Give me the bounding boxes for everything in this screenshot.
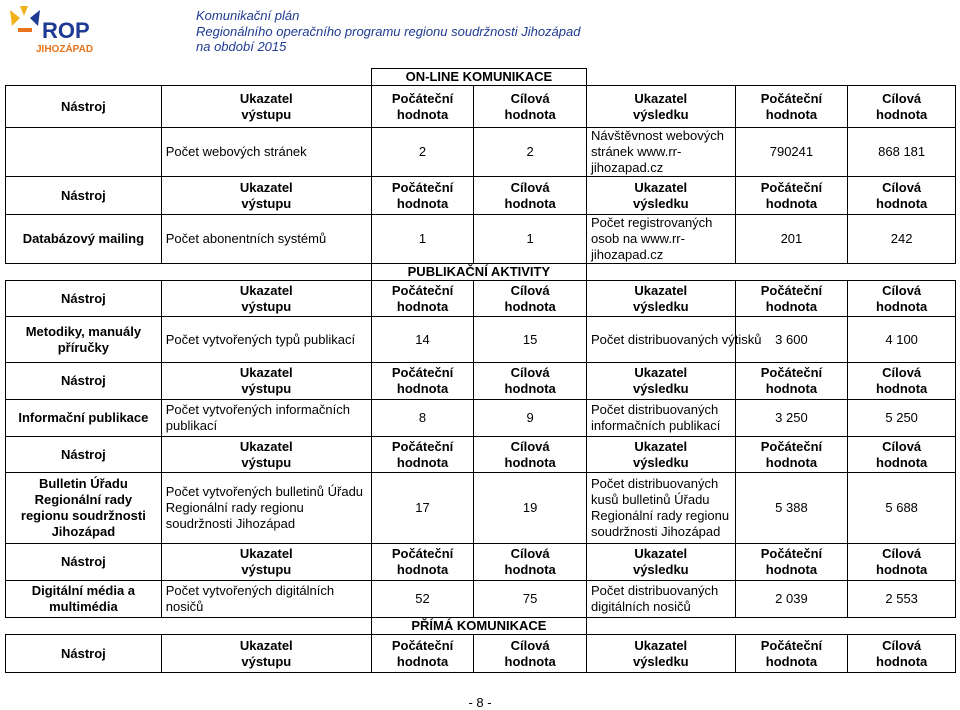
header-ukazatel-vystupu: Ukazatel výstupu	[161, 437, 371, 473]
header-pocatecni-hodnota: Počáteční hodnota	[735, 177, 848, 215]
output-target-value: 15	[474, 317, 587, 363]
result-indicator: Počet distribuovaných kusů bulletinů Úřadu Regionální rady regionu soudržnosti Jihozápad	[587, 473, 736, 544]
header-ukazatel-vystupu: Ukazatel výstupu	[161, 635, 371, 673]
header-pocatecni-hodnota: Počáteční hodnota	[371, 635, 473, 673]
header-cilova-hodnota: Cílová hodnota	[848, 363, 956, 400]
result-start-value: 790241	[735, 128, 848, 177]
result-target-value: 868 181	[848, 128, 956, 177]
header-nastroj: Nástroj	[6, 363, 162, 400]
page-number: - 8 -	[468, 695, 492, 710]
header-pocatecni-hodnota: Počáteční hodnota	[735, 363, 848, 400]
table-header-row	[6, 281, 956, 317]
header-ukazatel-vysledku: Ukazatel výsledku	[587, 363, 736, 400]
output-start-value: 17	[371, 473, 473, 544]
output-target-value: 75	[474, 581, 587, 618]
output-indicator: Počet vytvořených bulletinů Úřadu Regionální rady regionu soudržnosti Jihozápad	[161, 473, 371, 544]
table-row	[6, 215, 956, 264]
header-ukazatel-vystupu: Ukazatel výstupu	[161, 544, 371, 581]
header-cilova-hodnota: Cílová hodnota	[848, 437, 956, 473]
output-target-value: 1	[474, 215, 587, 264]
header-cilova-hodnota: Cílová hodnota	[848, 544, 956, 581]
result-start-value: 201	[735, 215, 848, 264]
header-ukazatel-vysledku: Ukazatel výsledku	[587, 635, 736, 673]
result-start-value: 2 039	[735, 581, 848, 618]
result-indicator: Počet distribuovaných informačních publikací	[587, 400, 736, 437]
output-indicator: Počet vytvořených informačních publikací	[161, 400, 371, 437]
result-start-value: 3 250	[735, 400, 848, 437]
header-pocatecni-hodnota: Počáteční hodnota	[735, 544, 848, 581]
header-nastroj: Nástroj	[6, 437, 162, 473]
header-nastroj: Nástroj	[6, 635, 162, 673]
header-cilova-hodnota: Cílová hodnota	[474, 363, 587, 400]
header-ukazatel-vysledku: Ukazatel výsledku	[587, 437, 736, 473]
header-ukazatel-vystupu: Ukazatel výstupu	[161, 177, 371, 215]
table-header-row	[6, 544, 956, 581]
header-pocatecni-hodnota: Počáteční hodnota	[371, 363, 473, 400]
result-target-value: 4 100	[848, 317, 956, 363]
result-target-value: 5 688	[848, 473, 956, 544]
table-header-row	[6, 177, 956, 215]
result-indicator: Počet distribuovaných digitálních nosičů	[587, 581, 736, 618]
header-ukazatel-vysledku: Ukazatel výsledku	[587, 281, 736, 317]
table-row	[6, 400, 956, 437]
communication-plan-table	[5, 68, 956, 673]
header-cilova-hodnota: Cílová hodnota	[848, 635, 956, 673]
header-pocatecni-hodnota: Počáteční hodnota	[735, 281, 848, 317]
table-header-row	[6, 635, 956, 673]
result-indicator: Počet registrovaných osob na www.rr-jihozapad.cz	[587, 215, 736, 264]
logo-text: ROP	[42, 18, 90, 43]
header-line-3: na období 2015	[196, 39, 287, 54]
result-target-value: 242	[848, 215, 956, 264]
header-line-1: Komunikační plán	[196, 8, 300, 23]
document-header	[196, 8, 580, 55]
section-online-komunikace: ON-LINE KOMUNIKACE	[371, 69, 586, 86]
header-pocatecni-hodnota: Počáteční hodnota	[371, 437, 473, 473]
header-pocatecni-hodnota: Počáteční hodnota	[371, 86, 473, 128]
output-indicator: Počet vytvořených typů publikací	[161, 317, 371, 363]
header-ukazatel-vystupu: Ukazatel výstupu	[161, 363, 371, 400]
header-cilova-hodnota: Cílová hodnota	[848, 177, 956, 215]
header-pocatecni-hodnota: Počáteční hodnota	[371, 177, 473, 215]
header-nastroj: Nástroj	[6, 544, 162, 581]
output-start-value: 8	[371, 400, 473, 437]
tool-name: Metodiky, manuály příručky	[6, 317, 162, 363]
output-indicator: Počet webových stránek	[161, 128, 371, 177]
header-ukazatel-vystupu: Ukazatel výstupu	[161, 281, 371, 317]
header-nastroj: Nástroj	[6, 177, 162, 215]
tool-name: Informační publikace	[6, 400, 162, 437]
table-row	[6, 473, 956, 544]
header-cilova-hodnota: Cílová hodnota	[848, 281, 956, 317]
result-target-value: 5 250	[848, 400, 956, 437]
result-start-value: 3 600	[735, 317, 848, 363]
table-header-row	[6, 363, 956, 400]
header-ukazatel-vysledku: Ukazatel výsledku	[587, 177, 736, 215]
logo-star-icon	[20, 6, 28, 16]
table-row	[6, 317, 956, 363]
table-header-row	[6, 86, 956, 128]
output-start-value: 14	[371, 317, 473, 363]
table-row	[6, 581, 956, 618]
header-ukazatel-vystupu: Ukazatel výstupu	[161, 86, 371, 128]
header-cilova-hodnota: Cílová hodnota	[474, 281, 587, 317]
header-nastroj: Nástroj	[6, 86, 162, 128]
tool-name: Digitální média a multimédia	[6, 581, 162, 618]
output-target-value: 19	[474, 473, 587, 544]
section-prima-komunikace: PŘÍMÁ KOMUNIKACE	[371, 618, 586, 635]
header-nastroj: Nástroj	[6, 281, 162, 317]
table-row	[6, 128, 956, 177]
tool-name: Bulletin Úřadu Regionální rady regionu soudržnosti Jihozápad	[6, 473, 162, 544]
result-indicator: Počet distribuovaných výtisků	[587, 317, 736, 363]
header-cilova-hodnota: Cílová hodnota	[474, 544, 587, 581]
result-target-value: 2 553	[848, 581, 956, 618]
logo-subtext: JIHOZÁPAD	[36, 44, 94, 55]
output-target-value: 2	[474, 128, 587, 177]
header-pocatecni-hodnota: Počáteční hodnota	[371, 544, 473, 581]
header-pocatecni-hodnota: Počáteční hodnota	[735, 437, 848, 473]
output-indicator: Počet abonentních systémů	[161, 215, 371, 264]
output-indicator: Počet vytvořených digitálních nosičů	[161, 581, 371, 618]
output-start-value: 2	[371, 128, 473, 177]
header-cilova-hodnota: Cílová hodnota	[474, 86, 587, 128]
output-start-value: 1	[371, 215, 473, 264]
tool-name: Databázový mailing	[6, 215, 162, 264]
header-line-2: Regionálního operačního programu regionu soudržnosti Jihozápad	[196, 23, 581, 39]
header-cilova-hodnota: Cílová hodnota	[848, 86, 956, 128]
result-indicator: Návštěvnost webových stránek www.rr-jihozapad.cz	[587, 128, 736, 177]
header-cilova-hodnota: Cílová hodnota	[474, 635, 587, 673]
result-start-value: 5 388	[735, 473, 848, 544]
table-header-row	[6, 437, 956, 473]
header-pocatecni-hodnota: Počáteční hodnota	[371, 281, 473, 317]
header-ukazatel-vysledku: Ukazatel výsledku	[587, 86, 736, 128]
header-cilova-hodnota: Cílová hodnota	[474, 177, 587, 215]
section-publikacni-aktivity: PUBLIKAČNÍ AKTIVITY	[371, 264, 586, 281]
output-start-value: 52	[371, 581, 473, 618]
header-ukazatel-vysledku: Ukazatel výsledku	[587, 544, 736, 581]
output-target-value: 9	[474, 400, 587, 437]
header-pocatecni-hodnota: Počáteční hodnota	[735, 635, 848, 673]
header-cilova-hodnota: Cílová hodnota	[474, 437, 587, 473]
rop-jihozapad-logo	[6, 4, 94, 58]
header-pocatecni-hodnota: Počáteční hodnota	[735, 86, 848, 128]
